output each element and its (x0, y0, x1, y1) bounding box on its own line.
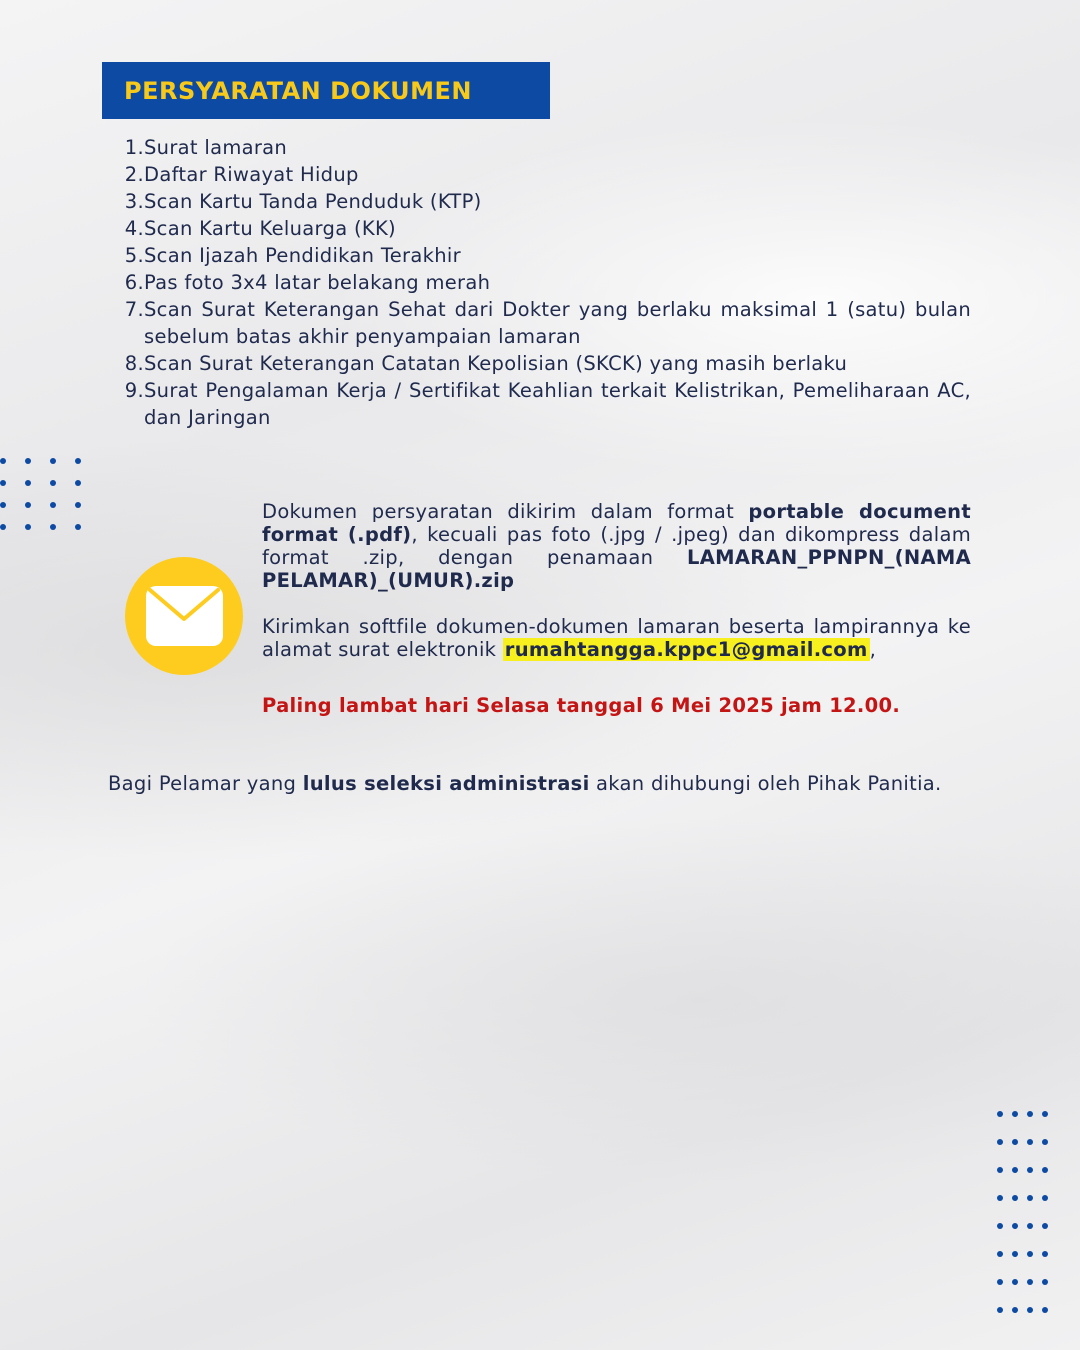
list-text: Scan Kartu Keluarga (KK) (144, 217, 396, 240)
list-number: 2. (124, 163, 144, 186)
decorative-dots-left (0, 458, 81, 530)
requirements-list (118, 134, 971, 431)
list-number: 7. (124, 298, 144, 321)
list-text: Scan Surat Keterangan Catatan Kepolisian (SKCK) yang masih berlaku (144, 352, 848, 375)
list-number: 5. (124, 244, 144, 267)
list-text: Surat Pengalaman Kerja / Sertifikat Keahlian terkait Kelistrikan, Pemeliharaan AC, dan Jaringan (144, 379, 971, 429)
list-text: Surat lamaran (144, 136, 288, 159)
list-number: 9. (124, 379, 144, 402)
list-item (118, 350, 971, 377)
format-paragraph (262, 500, 971, 592)
email-comma: , (869, 638, 877, 661)
list-number: 8. (124, 352, 144, 375)
footer-bold: lulus seleksi administrasi (302, 772, 590, 795)
list-item (118, 269, 971, 296)
format-text: Dokumen persyaratan dikirim dalam format (262, 500, 749, 523)
title-banner (102, 62, 550, 119)
list-number: 3. (124, 190, 144, 213)
footer-text: Bagi Pelamar yang (108, 772, 303, 795)
footer-text-2: akan dihubungi oleh Pihak Panitia. (589, 772, 942, 795)
list-item (118, 296, 971, 350)
format-pdf-bold: portable document format (.pdf) (262, 500, 971, 546)
list-item (118, 215, 971, 242)
list-text: Pas foto 3x4 latar belakang merah (144, 271, 491, 294)
list-item (118, 161, 971, 188)
list-number: 1. (124, 136, 144, 159)
list-text: Scan Ijazah Pendidikan Terakhir (144, 244, 461, 267)
filename-pattern: LAMARAN_PPNPN_(NAMA PELAMAR)_(UMUR).zip (262, 546, 971, 592)
list-item (118, 242, 971, 269)
list-item (118, 377, 971, 431)
decorative-dots-right (997, 1111, 1048, 1313)
email-text: Kirimkan softfile dokumen-dokumen lamaran beserta lampirannya ke alamat surat elektronik (262, 615, 971, 661)
list-item (118, 188, 971, 215)
footer-note (108, 771, 1008, 797)
email-address[interactable]: rumahtangga.kppc1@gmail.com (504, 638, 868, 661)
list-item (118, 134, 971, 161)
submission-info (262, 500, 971, 717)
envelope-icon (125, 557, 243, 675)
deadline-text: Paling lambat hari Selasa tanggal 6 Mei 2025 jam 12.00. (262, 694, 901, 717)
list-number: 6. (124, 271, 144, 294)
list-text: Scan Surat Keterangan Sehat dari Dokter yang berlaku maksimal 1 (satu) bulan sebelum batas akhir penyampaian lamaran (144, 298, 971, 348)
list-text: Daftar Riwayat Hidup (144, 163, 359, 186)
format-text-2: , kecuali pas foto (.jpg / .jpeg) dan dikompress dalam format .zip, dengan penamaan (262, 523, 971, 569)
list-number: 4. (124, 217, 144, 240)
email-paragraph (262, 615, 971, 661)
list-text: Scan Kartu Tanda Penduduk (KTP) (144, 190, 482, 213)
page-title: PERSYARATAN DOKUMEN (124, 76, 472, 105)
